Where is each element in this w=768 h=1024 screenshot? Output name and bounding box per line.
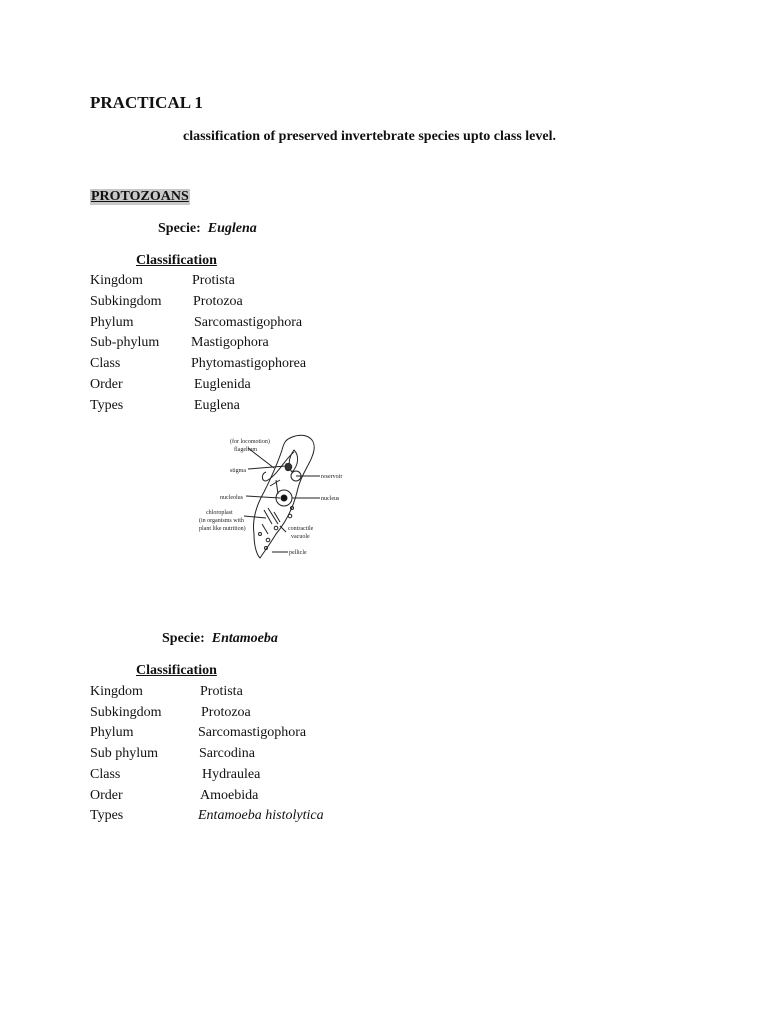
rank-label: Sub-phylum bbox=[90, 335, 160, 350]
rank-label: Order bbox=[90, 788, 123, 803]
figure-label-organisms-with: (in organisms with bbox=[199, 518, 244, 524]
specie-label: Specie: bbox=[158, 221, 201, 236]
classification-heading: Classification bbox=[136, 663, 217, 678]
rank-label: Class bbox=[90, 767, 121, 782]
rank-label: Types bbox=[90, 398, 124, 413]
rank-value: Sarcodina bbox=[199, 746, 255, 761]
chloroplast-shape bbox=[270, 480, 280, 486]
rank-label: Order bbox=[90, 377, 123, 392]
rank-value: Entamoeba histolytica bbox=[198, 808, 324, 823]
rank-label: Kingdom bbox=[90, 684, 143, 699]
classification-heading: Classification bbox=[136, 253, 217, 268]
leader-vacuole bbox=[280, 526, 286, 532]
specie-heading-euglena bbox=[158, 221, 257, 237]
granule-shape bbox=[274, 526, 278, 530]
rank-value: Sarcomastigophora bbox=[198, 725, 307, 740]
rank-value: Sarcomastigophora bbox=[194, 315, 303, 330]
rank-label: Class bbox=[90, 356, 121, 371]
rank-label: Subkingdom bbox=[90, 294, 162, 309]
granule-shape bbox=[265, 547, 268, 550]
rank-value: Amoebida bbox=[200, 788, 259, 803]
specie-name: Euglena bbox=[207, 221, 257, 236]
euglena-diagram bbox=[190, 428, 370, 564]
figure-label-flagellum: flagellum bbox=[234, 447, 257, 453]
figure-label-stigma: stigma bbox=[230, 468, 246, 474]
figure-label-chloroplast: chloroplast bbox=[206, 510, 233, 516]
rank-value: Hydraulea bbox=[202, 767, 261, 782]
figure-label-pellicle: pellicle bbox=[289, 550, 307, 556]
figure-label-nucleus: nucleus bbox=[321, 496, 340, 502]
granule-shape bbox=[266, 538, 270, 542]
figure-label-nucleolus: nucleolus bbox=[220, 495, 243, 501]
page-subtitle: classification of preserved invertebrate species upto class level. bbox=[183, 129, 557, 144]
figure-label-locomotion: (for locomotion) bbox=[230, 439, 270, 445]
figure-label-vacuole: vacuole bbox=[291, 534, 310, 540]
figure-label-contractile: contractile bbox=[288, 526, 314, 532]
rank-label: Phylum bbox=[90, 315, 134, 330]
rank-label: Kingdom bbox=[90, 273, 143, 288]
specie-label: Specie: bbox=[162, 631, 205, 646]
rank-value: Phytomastigophorea bbox=[191, 356, 307, 371]
rank-label: Subkingdom bbox=[90, 705, 162, 720]
figure-label-plant-like: plant like nutrition) bbox=[199, 526, 246, 532]
specie-name: Entamoeba bbox=[211, 631, 278, 646]
rank-value: Protista bbox=[200, 684, 243, 699]
nucleolus-shape bbox=[281, 495, 287, 501]
rank-value: Mastigophora bbox=[191, 335, 269, 350]
chloroplast-shape bbox=[274, 512, 280, 522]
granule-shape bbox=[288, 514, 292, 518]
granule-shape bbox=[259, 533, 262, 536]
rank-value: Euglenida bbox=[194, 377, 251, 392]
chloroplast-shape bbox=[262, 524, 268, 534]
stigma-shape bbox=[285, 463, 291, 470]
rank-value: Protozoa bbox=[193, 294, 243, 309]
page-title: PRACTICAL 1 bbox=[90, 93, 203, 112]
rank-label: Sub phylum bbox=[90, 746, 159, 761]
leader-nucleolus bbox=[246, 496, 280, 498]
rank-label: Types bbox=[90, 808, 124, 823]
rank-label: Phylum bbox=[90, 725, 134, 740]
specie-heading-entamoeba bbox=[162, 631, 278, 647]
section-heading: PROTOZOANS bbox=[91, 189, 189, 204]
rank-value: Protista bbox=[192, 273, 235, 288]
rank-value: Euglena bbox=[194, 398, 240, 413]
rank-value: Protozoa bbox=[201, 705, 251, 720]
figure-label-reservoir: reservoir bbox=[321, 474, 343, 480]
